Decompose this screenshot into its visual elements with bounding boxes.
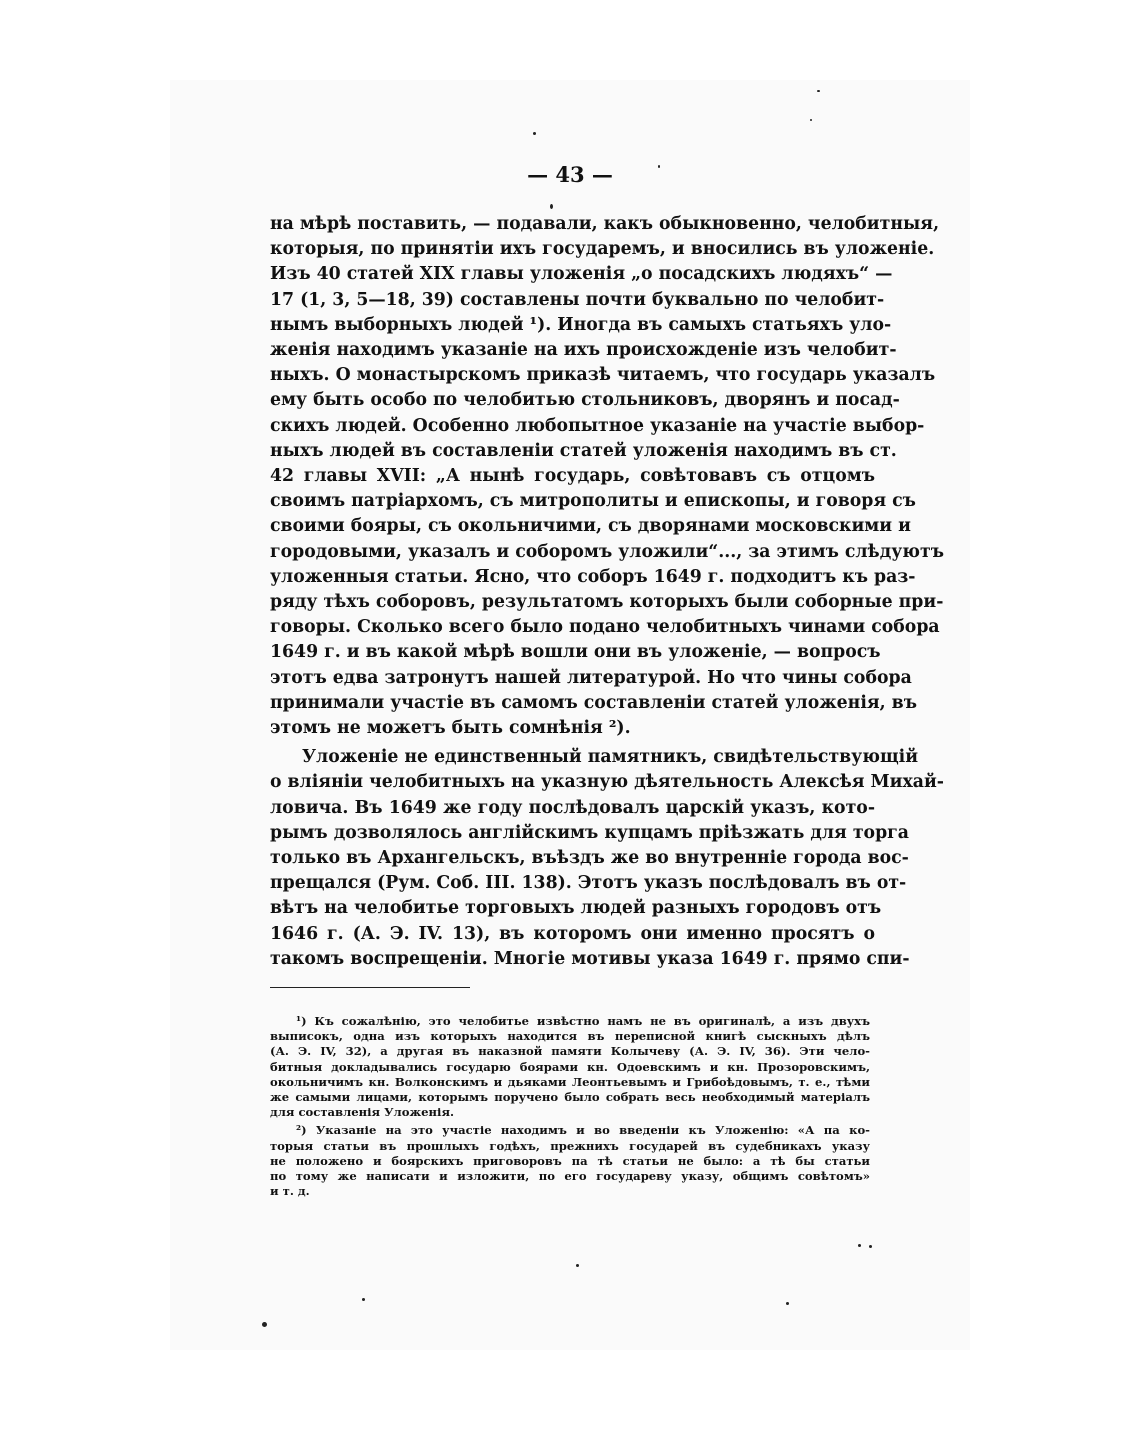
footnote-line: (А. Э. IV, 32), а другая въ наказной памяти Колычеву (А. Э. IV, 36). Эти чело-: [270, 1044, 870, 1059]
scan-speck: [550, 204, 553, 209]
text-line: вѣтъ на челобитье торговыхъ людей разныхъ городовъ отъ: [270, 898, 882, 919]
text-line: ряду тѣхъ соборовъ, результатомъ которыхъ были соборные при-: [270, 592, 944, 613]
text-line: которыя, по принятіи ихъ государемъ, и вносились въ уложеніе.: [270, 239, 935, 260]
text-line: уложенныя статьи. Ясно, что соборъ 1649 г. подходитъ къ раз-: [270, 566, 916, 587]
scan-speck: [658, 165, 660, 168]
text-line: скихъ людей. Особенно любопытное указаніе на участіе выбор-: [270, 415, 925, 436]
text-line: ловича. Въ 1649 же году послѣдовалъ царскій указъ, кото-: [270, 797, 875, 818]
text-line: принимали участіе въ самомъ составленіи статей уложенія, въ: [270, 692, 917, 713]
main-text: [270, 212, 944, 972]
text-line: 1649 г. и въ какой мѣрѣ вошли они въ уложеніе, — вопросъ: [270, 642, 881, 663]
scan-speck: [810, 119, 812, 121]
text-line: 17 (1, 3, 5—18, 39) составлены почти буквально по челобит-: [270, 289, 885, 310]
page-number: — 43 —: [527, 162, 613, 187]
text-line: городовыми, указалъ и соборомъ уложили“..., за этимъ слѣдуютъ: [270, 541, 944, 562]
footnote-line: и т. д.: [270, 1184, 310, 1199]
footnote-line: выписокъ, одна изъ которыхъ находится въ переписной книгѣ сыскныхъ дѣлъ: [270, 1029, 870, 1044]
text-line: о вліяніи челобитныхъ на указную дѣятельность Алексѣя Михай-: [270, 772, 944, 793]
footnote-line: же самыми лицами, которымъ поручено было собрать весь необходимый матеріалъ: [270, 1090, 870, 1105]
text-line: 1646 г. (А. Э. IV. 13), въ которомъ они именно просятъ о: [270, 923, 875, 944]
footnote-line: окольничимъ кн. Волконскимъ и дьяками Леонтьевымъ и Грибоѣдовымъ, т. е., тѣми: [270, 1074, 870, 1089]
text-line: ныхъ. О монастырскомъ приказѣ читаемъ, что государь указалъ: [270, 365, 936, 386]
scan-speck: [858, 1244, 861, 1247]
footnote-line: для составленія Уложенія.: [270, 1105, 455, 1120]
scan-speck: [786, 1302, 789, 1305]
scan-speck: [869, 1245, 872, 1248]
footnote-line: ²) Указаніе на это участіе находимъ и во введеніи къ Уложенію: «А па ко-: [296, 1123, 870, 1138]
scan-speck: [533, 132, 536, 135]
footnote-line: битныя докладывались государю боярами кн. Одоевскимъ и кн. Прозоровскимъ,: [270, 1059, 870, 1074]
footnote-line: торыя статьи въ прошлыхъ годѣхъ, прежнихъ государей въ судебникахъ указу: [270, 1138, 870, 1153]
text-line: ныхъ людей въ составленіи статей уложенія находимъ въ ст.: [270, 440, 897, 461]
text-line: нымъ выборныхъ людей ¹). Иногда въ самыхъ статьяхъ уло-: [270, 314, 892, 335]
scan-speck: [817, 90, 820, 92]
footnote-divider: [270, 987, 470, 988]
text-line: ему быть особо по челобитью стольниковъ, дворянъ и посад-: [270, 390, 900, 411]
text-line: женія находимъ указаніе на ихъ происхожденіе изъ челобит-: [270, 340, 897, 361]
text-line: этомъ не можетъ быть сомнѣнія ²).: [270, 718, 631, 739]
text-line: на мѣрѣ поставить, — подавали, какъ обыкновенно, челобитныя,: [270, 214, 940, 234]
text-line: рымъ дозволялось англійскимъ купцамъ пріѣзжать для торга: [270, 822, 909, 843]
footnotes: [270, 1014, 870, 1199]
text-line: своимъ патріархомъ, съ митрополиты и епископы, и говоря съ: [270, 491, 916, 512]
text-line: Уложеніе не единственный памятникъ, свидѣтельствующій: [302, 747, 919, 768]
text-line: говоры. Сколько всего было подано челобитныхъ чинами собора: [270, 617, 940, 638]
scan-speck: [576, 1264, 579, 1267]
text-line: только въ Архангельскъ, въѣздъ же во внутренніе города вос-: [270, 848, 909, 869]
text-line: 42 главы XVII: „А нынѣ государь, совѣтовавъ съ отцомъ: [270, 466, 875, 487]
text-line: этотъ едва затронутъ нашей литературой. Но что чины собора: [270, 667, 912, 688]
scan-speck: [362, 1298, 365, 1301]
text-line: прещался (Рум. Соб. III. 138). Этотъ указъ послѣдовалъ въ от-: [270, 873, 907, 894]
text-line: своими бояры, съ окольничими, съ дворянами московскими и: [270, 516, 911, 537]
footnote-line: ¹) Къ сожалѣнію, это челобитье извѣстно намъ не въ оригиналѣ, а изъ двухъ: [296, 1014, 870, 1028]
footnote-line: по тому же написати и изложити, по его государеву указу, общимъ совѣтомъ»: [270, 1169, 870, 1184]
scan-speck: [262, 1322, 267, 1327]
text-line: Изъ 40 статей XIX главы уложенія „о посадскихъ людяхъ“ —: [270, 264, 893, 285]
text-line: такомъ воспрещеніи. Многіе мотивы указа 1649 г. прямо спи-: [270, 948, 910, 969]
footnote-line: не положено и боярскихъ приговоровъ па тѣ статьи не было: а тѣ бы статьи: [270, 1153, 870, 1168]
